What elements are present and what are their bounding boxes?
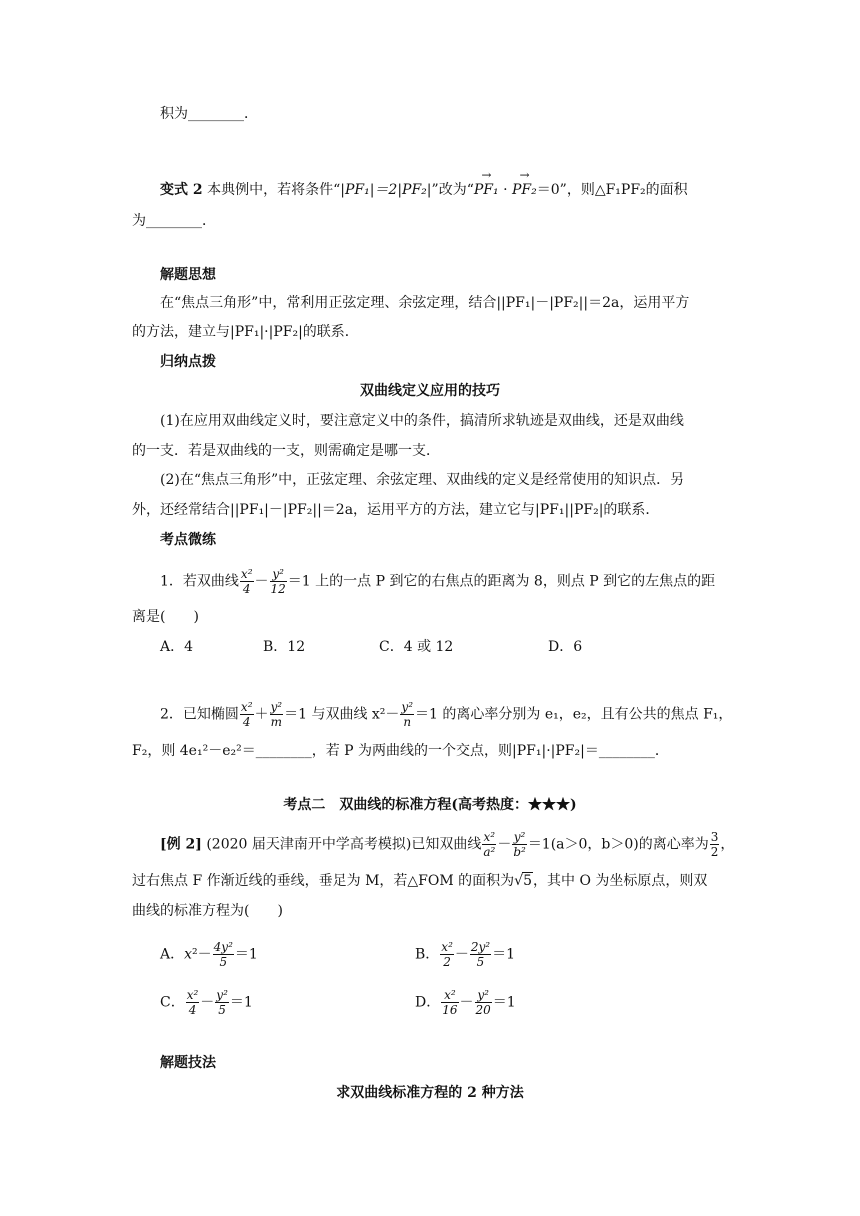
example-2-option-c: C． $\frac{\text{x²}}{4}$ － $\frac{\text{y²}}{5}$ ＝1 xyxy=(160,988,253,1017)
fraction-y2-over-5: $\frac{\text{y²}}{5}$ xyxy=(216,988,228,1017)
fraction-x2-over-4: $\frac{\text{x²}}{4}$ xyxy=(186,988,199,1017)
example-2-line-2: 过右焦点 F 作渐近线的垂线，垂足为 M，若△FOM 的面积为√5，其中 O 为坐标原点，则双 xyxy=(132,873,708,889)
practice-q2-line-1: 2．已知椭圆 $\frac{\text{x²}}{4}$ ＋ $\frac{\text{y²}}{m}$ ＝1 与双曲线 x²－ $\frac{\text{y²}}{n}$ ＝1 的离心率分别为 e₁，e₂，且有公共的焦点 F₁， xyxy=(160,700,733,729)
summary-p2-line-2: 外，还经常结合||PF₁|－|PF₂||＝2a，运用平方的方法，建立它与|PF₁||PF₂|的联系． xyxy=(132,502,660,518)
summary-heading: 归纳点拨 xyxy=(160,354,216,370)
fraction-y2-over-12: $\frac{\text{y²}}{12}$ xyxy=(270,567,286,596)
vector-pf1: → PF₁ xyxy=(474,182,499,198)
practice-q2-line-2: F₂，则 4e₁²－e₂²＝________，若 P 为两曲线的一个交点，则|PF₁|·|PF₂|＝________． xyxy=(132,743,669,759)
q1-option-d: D．6 xyxy=(548,639,583,655)
variant-2-label: 变式 2 xyxy=(160,182,203,198)
q2-prefix: 2．已知椭圆 xyxy=(160,706,239,723)
previous-question-tail: 积为________． xyxy=(160,106,258,122)
fraction-2y2-over-5: $\frac{\text{2y²}}{5}$ xyxy=(470,940,491,969)
variant-2-old-condition: |PF₁|＝2|PF₂| xyxy=(340,182,432,198)
variant-2-line-1: 变式 2 本典例中，若将条件“|PF₁|＝2|PF₂|”改为“→ PF₁ · → PF₂＝0”，则△F₁PF₂的面积 xyxy=(160,180,688,200)
fraction-x2-over-4: $\frac{\text{x²}}{4}$ xyxy=(240,700,253,729)
q1-suffix: ＝1 上的一点 P 到它的右焦点的距离为 8，则点 P 到它的左焦点的距 xyxy=(287,573,716,590)
example-2-option-a: A．x²－ $\frac{\text{4y²}}{5}$ ＝1 xyxy=(160,940,258,969)
practice-q1-line-1: 1．若双曲线 $\frac{\text{x²}}{4}$ － $\frac{\text{y²}}{12}$ ＝1 上的一点 P 到它的右焦点的距离为 8，则点 P 到它的左焦点的距 xyxy=(160,567,716,596)
practice-q1-line-2: 离是( ) xyxy=(132,609,199,625)
fraction-y2-over-b2: $\frac{\text{y²}}{\text{b²}}$ xyxy=(513,830,526,859)
example-2-option-d: D． $\frac{\text{x²}}{16}$ － $\frac{\text{y²}}{20}$ ＝1 xyxy=(415,988,516,1017)
fraction-y2-over-m: $\frac{\text{y²}}{m}$ xyxy=(270,700,283,729)
summary-title: 双曲线定义应用的技巧 xyxy=(360,383,500,399)
method-title: 求双曲线标准方程的 2 种方法 xyxy=(336,1085,524,1101)
summary-p1-line-1: (1)在应用双曲线定义时，要注意定义中的条件，搞清所求轨迹是双曲线，还是双曲线 xyxy=(160,413,684,429)
example-2-line-1: [例 2] (2020 届天津南开中学高考模拟)已知双曲线 $\frac{\text{x²}}{\text{a²}}$ － $\frac{\text{y²}}{\text{b²}}$ ＝1(a＞0，b＞0)的离心率为 $\frac{3}{2}$ ， xyxy=(160,830,735,859)
example-2-line-3: 曲线的标准方程为( ) xyxy=(132,903,283,919)
example-2-source: (2020 届天津南开中学高考模拟)已知双曲线 xyxy=(206,836,482,853)
idea-line-1: 在“焦点三角形”中，常利用正弦定理、余弦定理，结合||PF₁|－|PF₂||＝2a，运用平方 xyxy=(160,295,690,311)
fraction-4y2-over-5: $\frac{\text{4y²}}{5}$ xyxy=(213,940,233,969)
q1-option-c: C．4 或 12 xyxy=(379,639,454,655)
example-2-condition: ＝1(a＞0，b＞0)的离心率为 xyxy=(527,836,709,853)
summary-p1-line-2: 的一支．若是双曲线的一支，则需确定是哪一支． xyxy=(132,443,440,459)
sqrt-5: 5 xyxy=(523,873,532,889)
fraction-x2-over-16: $\frac{\text{x²}}{16}$ xyxy=(442,988,458,1017)
fraction-y2-over-n: $\frac{\text{y²}}{n}$ xyxy=(401,700,414,729)
example-2-line-2-prefix: 过右焦点 F 作渐近线的垂线，垂足为 M，若△FOM 的面积为 xyxy=(132,873,515,889)
idea-line-2: 的方法，建立与|PF₁|·|PF₂|的联系． xyxy=(132,324,359,340)
practice-heading: 考点微练 xyxy=(160,532,216,548)
section-2-title: 考点二 双曲线的标准方程(高考热度：★★★) xyxy=(283,797,577,813)
q1-option-a: A．4 xyxy=(160,639,194,655)
q2-suffix: ＝1 的离心率分别为 e₁，e₂，且有公共的焦点 F₁， xyxy=(415,706,733,723)
fraction-x2-over-a2: $\frac{\text{x²}}{\text{a²}}$ xyxy=(483,830,496,859)
variant-2-new-condition-tail: ＝0”，则△F₁PF₂的面积 xyxy=(536,182,688,198)
vector-pf2: → PF₂ xyxy=(512,182,537,198)
variant-2-text: 本典例中，若将条件“ xyxy=(207,182,341,198)
idea-heading: 解题思想 xyxy=(160,267,216,283)
q1-option-b: B．12 xyxy=(263,639,306,655)
example-2-comma: ， xyxy=(720,836,735,853)
variant-2-mid-text: ”改为“ xyxy=(431,182,474,198)
example-2-line-2-suffix: ，其中 O 为坐标原点，则双 xyxy=(533,873,708,889)
variant-2-line-2: 为________． xyxy=(132,213,216,229)
q2-mid: ＝1 与双曲线 x²－ xyxy=(284,706,400,723)
fraction-x2-over-4: $\frac{\text{x²}}{4}$ xyxy=(240,567,253,596)
example-2-option-b: B． $\frac{\text{x²}}{2}$ － $\frac{\text{2y²}}{5}$ ＝1 xyxy=(415,940,516,969)
summary-p2-line-1: (2)在“焦点三角形”中，正弦定理、余弦定理、双曲线的定义是经常使用的知识点．另 xyxy=(160,472,685,488)
method-heading: 解题技法 xyxy=(160,1055,216,1071)
fraction-y2-over-20: $\frac{\text{y²}}{20}$ xyxy=(475,988,491,1017)
fraction-3-over-2: $\frac{3}{2}$ xyxy=(710,830,719,859)
fraction-x2-over-2: $\frac{\text{x²}}{2}$ xyxy=(441,940,453,969)
example-2-label: [例 2] xyxy=(160,836,202,853)
q1-prefix: 1．若双曲线 xyxy=(160,573,239,590)
